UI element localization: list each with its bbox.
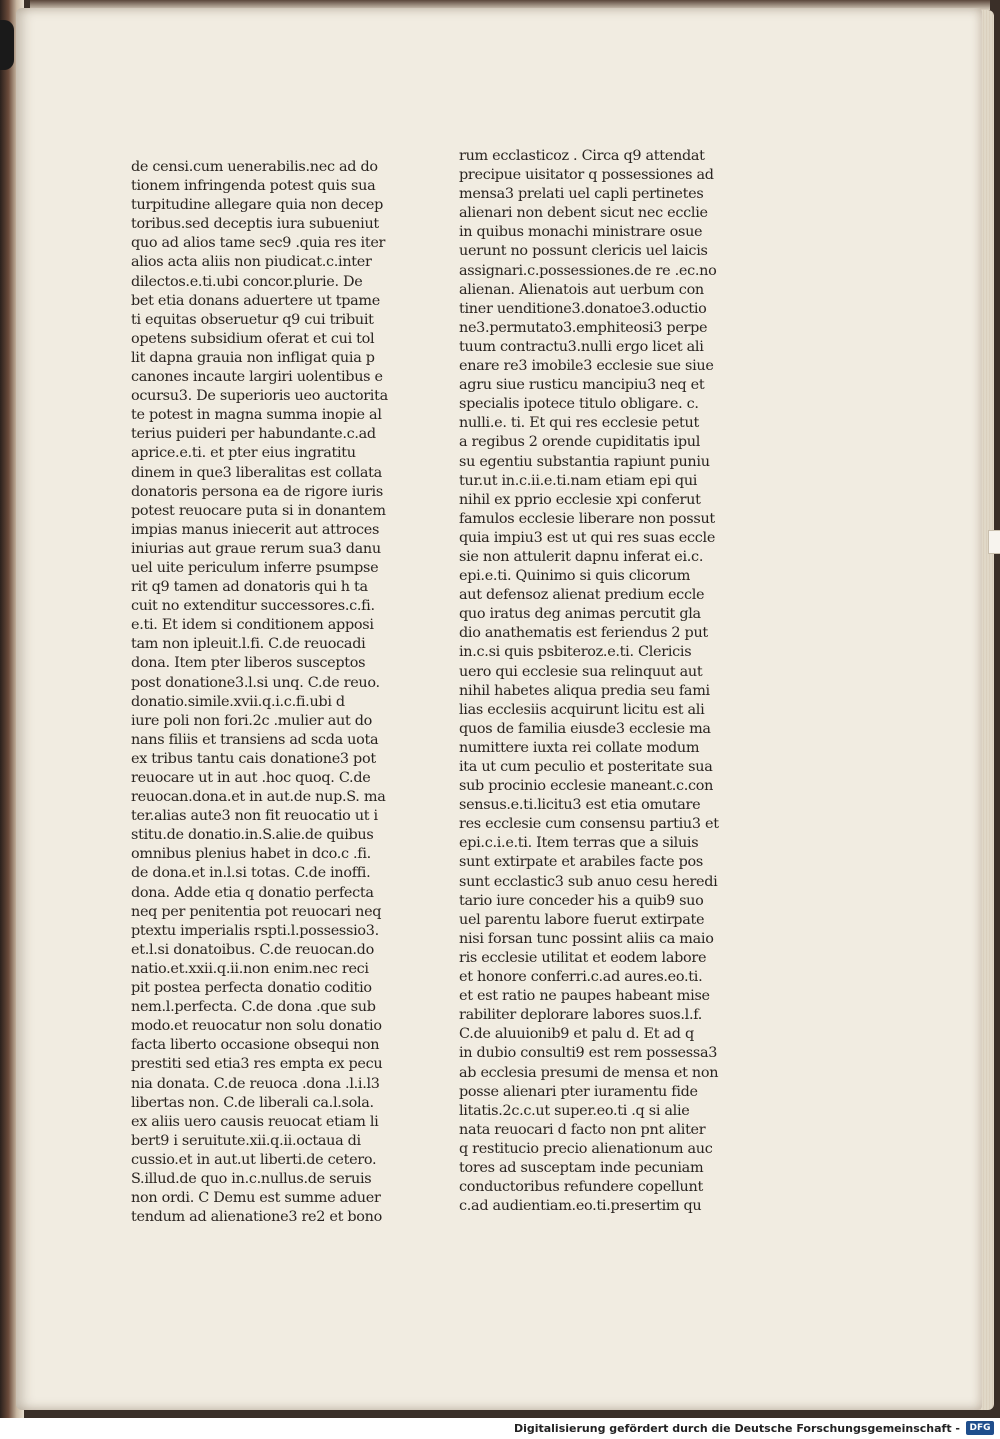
text-line: cuit no extenditur successores.c.fi. (131, 598, 375, 615)
text-line: numittere iuxta rei collate modum (459, 739, 700, 756)
text-line: in dubio consulti9 est rem possessa3 (459, 1045, 718, 1062)
text-line: de censi.cum uenerabilis.nec ad do (131, 159, 378, 175)
text-line: et honore conferri.c.ad aures.eo.ti. (459, 969, 703, 986)
text-line: iure poli non fori.2c .mulier aut do (131, 712, 373, 729)
text-line: sensus.e.ti.licitu3 est etia omutare (459, 797, 701, 814)
text-line: de dona.et in.l.si totas. C.de inoffi. (131, 865, 371, 882)
text-line: tendum ad alienatione3 re2 et bono (131, 1209, 382, 1226)
text-line: quia impiu3 est ut qui res suas eccle (459, 529, 716, 546)
text-line: tiner uenditione3.donatoe3.oductio (459, 300, 707, 317)
text-line: aut defensoz alienat predium eccle (459, 587, 705, 604)
text-line: conductoribus refundere copellunt (459, 1179, 703, 1196)
text-line: et.l.si donatoibus. C.de reuocan.do (131, 941, 374, 958)
text-line: iniurias aut graue rerum sua3 danu (131, 540, 381, 557)
text-line: in.c.si quis psbiteroz.e.ti. Clericis (459, 644, 692, 661)
funding-notice: Digitalisierung gefördert durch die Deutsche Forschungsgemeinschaft - (513, 1422, 960, 1435)
text-line: famulos ecclesie liberare non possut (459, 510, 715, 527)
text-line: dona. Item pter liberos susceptos (131, 655, 366, 672)
text-line: sunt extirpate et arabiles facte pos (459, 854, 703, 871)
text-line: tuum contractu3.nulli ergo licet ali (459, 338, 704, 355)
text-line: rit q9 tamen ad donatoris qui h ta (131, 579, 368, 596)
text-line: donatio.simile.xvii.q.i.c.fi.ubi d (131, 693, 345, 710)
text-line: nans filiis et transiens ad scda uota (131, 731, 379, 748)
text-line: epi.e.ti. Quinimo si quis clicorum (459, 568, 691, 585)
text-line: quo ad alios tame sec9 .quia res iter (131, 235, 386, 252)
text-line: tario iure conceder his a quib9 suo (459, 892, 704, 909)
text-line: et est ratio ne paupes habeant mise (459, 988, 710, 1005)
page-marker (988, 530, 1000, 554)
text-column-left (131, 158, 401, 1227)
text-column-right (459, 147, 739, 1216)
text-line: in quibus monachi ministrare osue (459, 224, 703, 241)
text-line: facta liberto occasione obsequi non (131, 1037, 380, 1054)
text-line: C.de aluuionib9 et palu d. Et ad q (459, 1026, 694, 1043)
text-line: canones incaute largiri uolentibus e (131, 369, 383, 386)
text-line: reuocan.dona.et in aut.de nup.S. ma (131, 789, 386, 806)
dfg-logo: DFG (966, 1421, 994, 1435)
text-line: alienari non debent sicut nec ecclie (459, 205, 708, 222)
text-line: specialis ipotece titulo obligare. c. (459, 396, 699, 413)
text-line: opetens subsidium oferat et cui tol (131, 330, 375, 347)
text-line: assignari.c.possessiones.de re .ec.no (459, 262, 717, 279)
text-line: ter.alias aute3 non fit reuocatio ut i (131, 808, 378, 825)
text-line: quo iratus deg animas percutit gla (459, 606, 701, 623)
text-line: bet etia donans aduertere ut tpame (131, 292, 380, 309)
text-line: ex tribus tantu cais donatione3 pot (131, 750, 376, 767)
text-line: a regibus 2 orende cupiditatis ipul (459, 434, 701, 451)
text-line: ex aliis uero causis reuocat etiam li (131, 1113, 379, 1130)
text-line: dona. Adde etia q donatio perfecta (131, 884, 374, 901)
text-line: cussio.et in aut.ut liberti.de cetero. (131, 1151, 377, 1168)
text-line: prestiti sed etia3 res empta ex pecu (131, 1056, 383, 1073)
text-line: ti equitas obseruetur q9 cui tribuit (131, 311, 374, 328)
text-line: nihil habetes aliqua predia seu fami (459, 682, 710, 699)
text-line: litatis.2c.c.ut super.eo.ti .q si alie (459, 1102, 690, 1119)
text-line: dinem in que3 liberalitas est collata (131, 464, 382, 481)
text-line: rabiliter deplorare labores suos.l.f. (459, 1007, 703, 1024)
text-line: sie non attulerit dapnu inferat ei.c. (459, 548, 704, 565)
text-line: tores ad susceptam inde pecuniam (459, 1159, 704, 1176)
text-line: lias ecclesiis acquirunt licitu est ali (459, 701, 705, 718)
text-line: dio anathematis est feriendus 2 put (459, 625, 708, 642)
text-line: omnibus plenius habet in dco.c .fi. (131, 846, 371, 863)
text-line: libertas non. C.de liberali ca.l.sola. (131, 1094, 374, 1111)
text-line: epi.c.i.e.ti. Item terras que a siluis (459, 835, 699, 852)
text-line: q restitucio precio alienationum auc (459, 1140, 713, 1157)
text-line: aprice.e.ti. et pter eius ingratitu (131, 445, 356, 462)
text-line: precipue uisitator q possessiones ad (459, 167, 714, 184)
text-line: toribus.sed deceptis iura subueniut (131, 216, 379, 233)
text-line: bert9 i seruitute.xii.q.ii.octaua di (131, 1132, 361, 1149)
text-line: ptextu imperialis rspti.l.possessio3. (131, 922, 379, 939)
text-line: uero qui ecclesie sua relinquut aut (459, 663, 703, 680)
text-line: S.illud.de quo in.c.nullus.de seruis (131, 1170, 372, 1187)
text-line: nia donata. C.de reuoca .dona .l.i.l3 (131, 1075, 380, 1092)
text-line: alienan. Alienatois aut uerbum con (459, 281, 704, 298)
text-line: modo.et reuocatur non solu donatio (131, 1018, 382, 1035)
text-line: tur.ut in.c.ii.e.ti.nam etiam epi qui (459, 472, 698, 489)
text-line: tionem infringenda potest quis sua (131, 178, 376, 195)
text-line: mensa3 prelati uel capli pertinetes (459, 186, 704, 203)
text-line: ita ut cum peculio et posteritate sua (459, 759, 713, 775)
text-line: natio.et.xxii.q.ii.non enim.nec reci (131, 960, 369, 977)
text-line: tam non ipleuit.l.fi. C.de reuocadi (131, 636, 366, 653)
text-line: ocursu3. De superioris ueo auctorita (131, 388, 388, 405)
text-line: stitu.de donatio.in.S.alie.de quibus (131, 827, 374, 844)
text-line: uerunt no possunt clericis uel laicis (459, 243, 708, 260)
text-line: pit postea perfecta donatio coditio (131, 980, 372, 997)
text-line: te potest in magna summa inopie al (131, 407, 382, 424)
text-line: su egentiu substantia rapiunt puniu (459, 453, 710, 470)
footer-bar (0, 1418, 1000, 1439)
text-line: enare re3 imobile3 ecclesie sue siue (459, 358, 714, 375)
text-line: e.ti. Et idem si conditionem apposi (131, 617, 374, 634)
text-line: posse alienari pter iuramentu fide (459, 1083, 698, 1100)
text-line: nulli.e. ti. Et qui res ecclesie petut (459, 415, 699, 432)
text-line: alios acta aliis non piudicat.c.inter (131, 254, 372, 271)
text-line: uel uite periculum inferre psumpse (131, 559, 379, 576)
text-line: res ecclesie cum consensu partiu3 et (459, 816, 719, 833)
text-line: lit dapna grauia non infligat quia p (131, 349, 375, 366)
text-line: ab ecclesia presumi de mensa et non (459, 1064, 719, 1081)
text-line: ne3.permutato3.emphiteosi3 perpe (459, 319, 708, 336)
text-line: uel parentu labore fuerut extirpate (459, 911, 705, 928)
scan-clip (0, 20, 14, 70)
text-line: impias manus iniecerit aut attroces (131, 521, 380, 538)
text-line: non ordi. C Demu est summe aduer (131, 1190, 381, 1207)
text-line: reuocare ut in aut .hoc quoq. C.de (131, 770, 371, 786)
text-line: sunt ecclastic3 sub anuo cesu heredi (459, 873, 718, 890)
text-line: neq per penitentia pot reuocari neq (131, 903, 382, 920)
text-line: post donatione3.l.si unq. C.de reuo. (131, 674, 380, 691)
text-line: potest reuocare puta si in donantem (131, 502, 386, 519)
text-line: quos de familia eiusde3 ecclesie ma (459, 720, 711, 737)
text-line: agru siue rusticu mancipiu3 neq et (459, 377, 705, 394)
text-line: c.ad audientiam.eo.ti.presertim qu (459, 1198, 702, 1215)
text-line: nihil ex pprio ecclesie xpi conferut (459, 491, 701, 508)
text-line: sub procinio ecclesie maneant.c.con (459, 778, 714, 795)
text-line: ris ecclesie utilitat et eodem labore (459, 949, 707, 966)
text-line: dilectos.e.ti.ubi concor.plurie. De (131, 273, 363, 290)
text-line: terius puideri per habundante.c.ad (131, 426, 376, 443)
text-line: nisi forsan tunc possint aliis ca maio (459, 930, 714, 947)
text-line: nem.l.perfecta. C.de dona .que sub (131, 999, 376, 1016)
text-line: turpitudine allegare quia non decep (131, 197, 384, 214)
text-line: donatoris persona ea de rigore iuris (131, 483, 383, 500)
text-line: rum ecclasticoz . Circa q9 attendat (459, 148, 705, 164)
text-line: nata reuocari d facto non pnt aliter (459, 1121, 706, 1138)
